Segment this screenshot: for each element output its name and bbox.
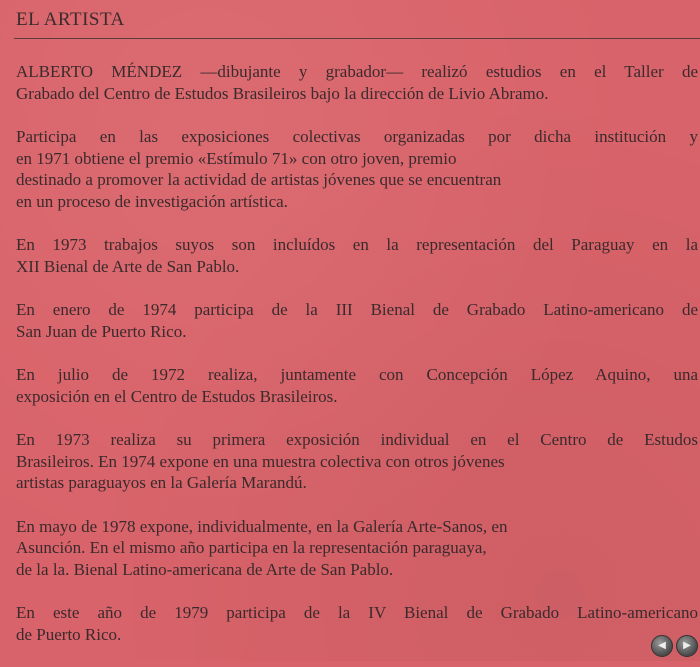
paragraph-7 (16, 516, 698, 581)
text-line: San Juan de Puerto Rico. (16, 321, 187, 341)
text-line: En julio de 1972 realiza, juntamente con Concepción López Aquino, una (16, 365, 698, 384)
text-line: En 1973 realiza su primera exposición individual en el Centro de Estudos (16, 430, 698, 449)
text-line: En mayo de 1978 expone, individualmente, en la Galería Arte-Sanos, en (16, 516, 508, 536)
text-line: en un proceso de investigación artística. (16, 191, 288, 211)
text-line: en 1971 obtiene el premio «Estímulo 71» con otro joven, premio (16, 148, 457, 168)
text-line: XII Bienal de Arte de San Pablo. (16, 256, 240, 276)
viewer-nav (651, 635, 698, 657)
page-title: EL ARTISTA (16, 9, 125, 30)
text-line: ALBERTO MÉNDEZ —dibujante y grabador— realizó estudios en el Taller de (16, 62, 698, 81)
paragraph-1 (16, 61, 698, 104)
text-line: de la la. Bienal Latino-americana de Arte de San Pablo. (16, 559, 394, 579)
text-line: destinado a promover la actividad de artistas jóvenes que se encuentran (16, 170, 502, 189)
text-line: Grabado del Centro de Estudos Brasileiros bajo la dirección de Livio Abramo. (16, 83, 549, 103)
text-line: En 1973 trabajos suyos son incluídos en la representación del Paraguay en la (16, 235, 698, 254)
text-line: Brasileiros. En 1974 expone en una muestra colectiva con otros jóvenes (16, 451, 505, 471)
chevron-left-icon: ◀ (658, 640, 666, 651)
text-line: En enero de 1974 participa de la III Bienal de Grabado Latino-americano de (16, 300, 698, 319)
paragraph-2 (16, 126, 698, 212)
heading-divider (14, 38, 700, 39)
next-page-button[interactable] (676, 635, 698, 657)
paragraph-6 (16, 429, 698, 494)
paragraph-8 (16, 602, 698, 645)
text-line: de Puerto Rico. (16, 624, 122, 644)
chevron-right-icon: ▶ (683, 640, 691, 651)
paragraph-3 (16, 234, 698, 277)
paragraph-4 (16, 299, 698, 342)
text-line: Participa en las exposiciones colectivas organizadas por dicha institución y (16, 127, 698, 146)
text-line: exposición en el Centro de Estudos Brasileiros. (16, 386, 338, 406)
document-body (16, 61, 698, 667)
text-line: artistas paraguayos en la Galería Marandú. (16, 473, 307, 492)
prev-page-button[interactable] (651, 635, 673, 657)
text-line: Asunción. En el mismo año participa en la representación paraguaya, (16, 538, 487, 557)
text-line: En este año de 1979 participa de la IV Bienal de Grabado Latino-americano (16, 603, 698, 622)
paragraph-5 (16, 364, 698, 407)
